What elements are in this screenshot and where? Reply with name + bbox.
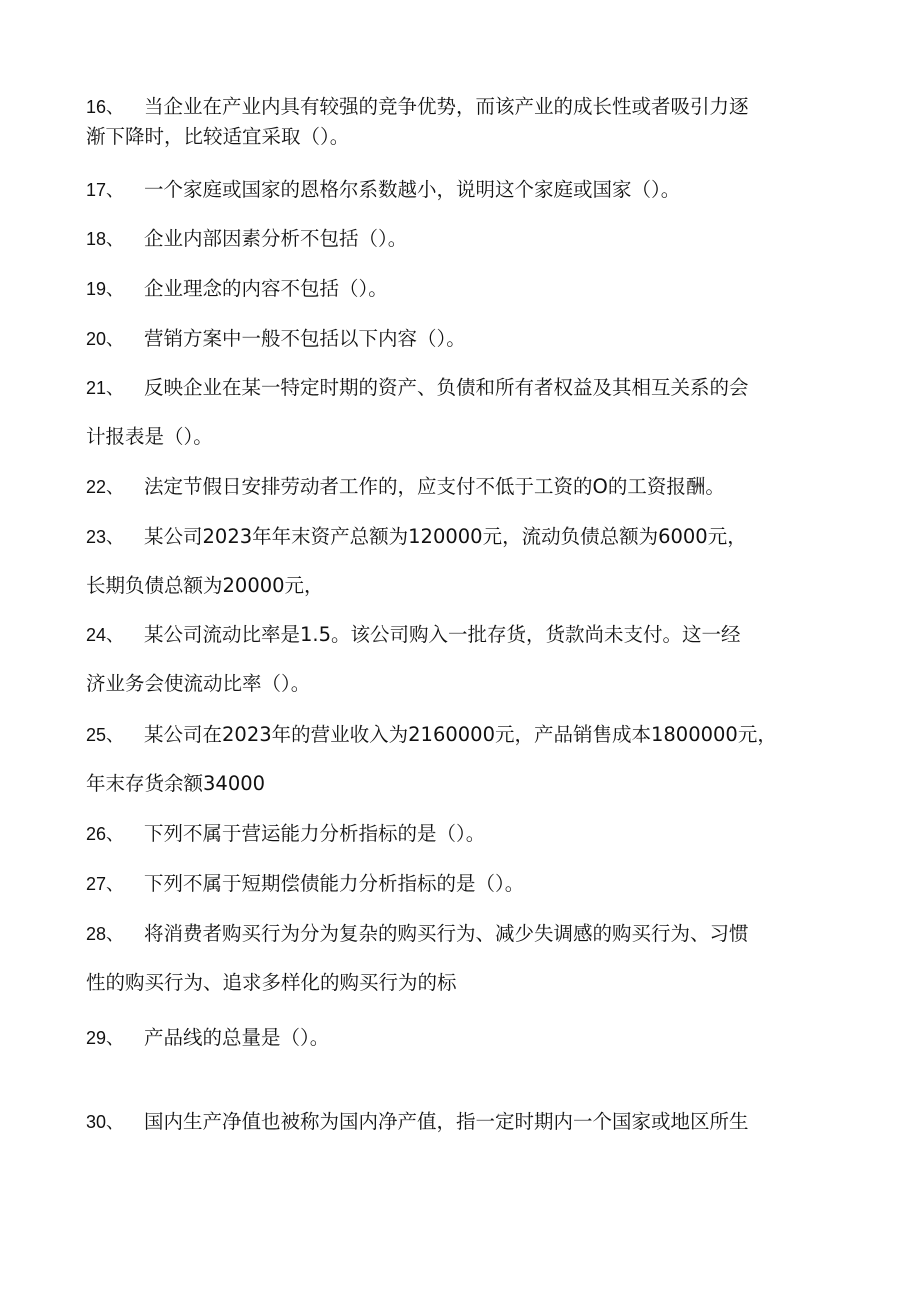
question-24 [86,610,826,708]
question-text: 企业理念的内容不包括（）。 [144,277,388,300]
question-text: 法定节假日安排劳动者工作的，应支付不低于工资的O的工资报酬。 [144,475,725,498]
question-21 [86,363,826,461]
question-number: 19、 [86,279,125,299]
question-text: 某公司流动比率是1.5。该公司购入一批存货，货款尚未支付。这一经 [144,623,741,646]
question-number: 17、 [86,180,125,200]
question-text: 性的购买行为、追求多样化的购买行为的标 [86,971,457,994]
question-text: 一个家庭或国家的恩格尔系数越小，说明这个家庭或国家（）。 [144,178,681,201]
question-text: 计报表是（）。 [86,425,213,448]
question-number: 25、 [86,725,125,745]
question-30 [86,1097,826,1146]
question-text: 当企业在产业内具有较强的竞争优势，而该产业的成长性或者吸引力逐 [144,95,749,118]
question-text: 下列不属于营运能力分析指标的是（）。 [144,822,486,845]
question-29 [86,1013,826,1062]
question-text: 营销方案中一般不包括以下内容（）。 [144,327,466,350]
question-18 [86,214,826,263]
question-text: 长期负债总额为20000元， [86,574,324,597]
question-28 [86,909,826,1007]
question-26 [86,809,826,858]
question-number: 18、 [86,229,125,249]
question-number: 16、 [86,97,125,117]
question-text: 下列不属于短期偿债能力分析指标的是（）。 [144,872,525,895]
question-text: 反映企业在某一特定时期的资产、负债和所有者权益及其相互关系的会 [144,376,749,399]
question-text: 渐下降时，比较适宜采取（）。 [86,125,350,148]
question-number: 30、 [86,1112,125,1132]
question-25 [86,710,826,808]
question-text: 企业内部因素分析不包括（）。 [144,227,408,250]
question-20 [86,314,826,363]
question-22 [86,462,826,511]
question-16 [86,92,826,152]
question-text: 国内生产净值也被称为国内净产值，指一定时期内一个国家或地区所生 [144,1110,749,1133]
question-text: 济业务会使流动比率（）。 [86,672,311,695]
question-text: 产品线的总量是（）。 [144,1026,330,1049]
question-number: 29、 [86,1028,125,1048]
question-number: 22、 [86,477,125,497]
question-27 [86,859,826,908]
question-19 [86,264,826,313]
question-number: 24、 [86,625,125,645]
question-text: 某公司在2023年的营业收入为2160000元，产品销售成本1800000元， [144,723,777,746]
question-17 [86,165,826,214]
question-number: 20、 [86,329,125,349]
question-number: 28、 [86,924,125,944]
question-number: 26、 [86,824,125,844]
question-text: 某公司2023年年末资产总额为120000元，流动负债总额为6000元， [144,525,747,548]
question-number: 27、 [86,874,125,894]
question-23 [86,512,826,610]
question-number: 21、 [86,378,125,398]
question-text: 将消费者购买行为分为复杂的购买行为、减少失调感的购买行为、习惯 [144,922,749,945]
question-number: 23、 [86,527,125,547]
question-text: 年末存货余额34000 [86,772,266,795]
